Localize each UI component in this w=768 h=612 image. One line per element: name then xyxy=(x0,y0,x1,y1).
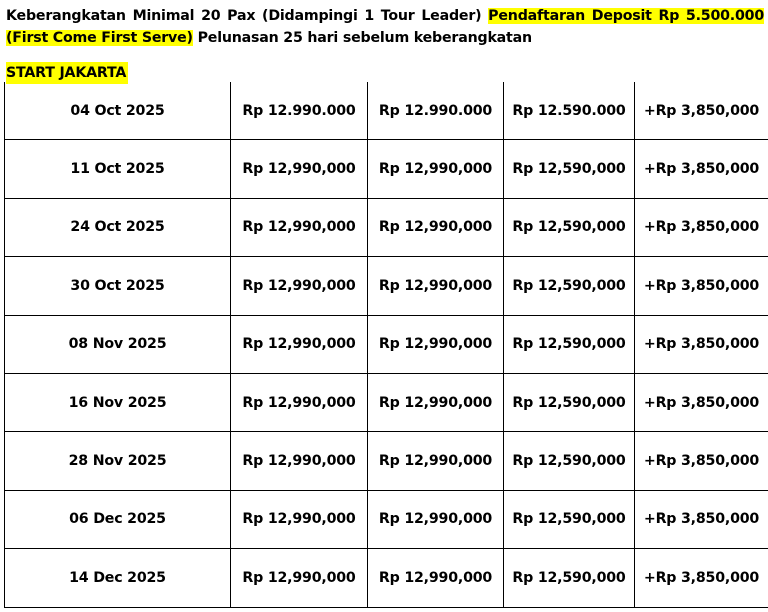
table-row xyxy=(5,140,768,198)
price-cell: Rp 12,990,000 xyxy=(231,549,368,607)
table-row xyxy=(5,373,768,431)
price-cell: Rp 12,590,000 xyxy=(504,140,635,198)
price-cell: Rp 12,590,000 xyxy=(504,373,635,431)
price-cell: Rp 12,990,000 xyxy=(368,140,504,198)
deposit-highlight-text: Pendaftaran Deposit Rp 5.500.000 (First Come First Serve) xyxy=(6,8,764,46)
section-title-start-jakarta: START JAKARTA xyxy=(6,62,128,84)
surcharge-cell: +Rp 3,850,000 xyxy=(635,198,768,256)
table-row xyxy=(5,257,768,315)
price-cell: Rp 12,990,000 xyxy=(368,373,504,431)
settlement-text: Pelunasan 25 hari sebelum keberangkatan xyxy=(192,30,532,46)
price-cell: Rp 12,990,000 xyxy=(231,198,368,256)
departure-schedule-table xyxy=(4,82,768,608)
surcharge-cell: +Rp 3,850,000 xyxy=(635,315,768,373)
price-cell: Rp 12,990,000 xyxy=(231,432,368,490)
price-cell: Rp 12,590,000 xyxy=(504,490,635,548)
departure-date-cell: 28 Nov 2025 xyxy=(5,432,231,490)
price-cell: Rp 12,590,000 xyxy=(504,432,635,490)
price-cell: Rp 12.990.000 xyxy=(231,82,368,140)
departure-date-cell: 16 Nov 2025 xyxy=(5,373,231,431)
surcharge-cell: +Rp 3,850,000 xyxy=(635,257,768,315)
price-cell: Rp 12,990,000 xyxy=(231,315,368,373)
price-cell: Rp 12,990,000 xyxy=(231,373,368,431)
price-cell: Rp 12,590,000 xyxy=(504,257,635,315)
price-cell: Rp 12.590.000 xyxy=(504,82,635,140)
departure-date-cell: 08 Nov 2025 xyxy=(5,315,231,373)
price-cell: Rp 12,590,000 xyxy=(504,315,635,373)
departure-date-cell: 14 Dec 2025 xyxy=(5,549,231,607)
price-cell: Rp 12.990.000 xyxy=(368,82,504,140)
surcharge-cell: +Rp 3,850,000 xyxy=(635,549,768,607)
price-cell: Rp 12,990,000 xyxy=(231,140,368,198)
surcharge-cell: +Rp 3,850,000 xyxy=(635,373,768,431)
table-row xyxy=(5,315,768,373)
table-row xyxy=(5,82,768,140)
price-cell: Rp 12,990,000 xyxy=(368,549,504,607)
table-row xyxy=(5,198,768,256)
departure-date-cell: 30 Oct 2025 xyxy=(5,257,231,315)
price-cell: Rp 12,990,000 xyxy=(231,490,368,548)
schedule-body xyxy=(5,82,768,607)
price-cell: Rp 12,990,000 xyxy=(368,257,504,315)
price-cell: Rp 12,990,000 xyxy=(368,315,504,373)
departure-date-cell: 24 Oct 2025 xyxy=(5,198,231,256)
departure-date-cell: 11 Oct 2025 xyxy=(5,140,231,198)
minimum-pax-text: Keberangkatan Minimal 20 Pax (Didampingi 1 Tour Leader) xyxy=(6,8,489,24)
price-cell: Rp 12,590,000 xyxy=(504,549,635,607)
price-cell: Rp 12,990,000 xyxy=(231,257,368,315)
price-cell: Rp 12,990,000 xyxy=(368,432,504,490)
surcharge-cell: +Rp 3,850,000 xyxy=(635,140,768,198)
surcharge-cell: +Rp 3,850,000 xyxy=(635,82,768,140)
surcharge-cell: +Rp 3,850,000 xyxy=(635,432,768,490)
departure-date-cell: 04 Oct 2025 xyxy=(5,82,231,140)
table-row xyxy=(5,549,768,607)
table-row xyxy=(5,490,768,548)
intro-paragraph xyxy=(6,5,764,49)
departure-date-cell: 06 Dec 2025 xyxy=(5,490,231,548)
price-cell: Rp 12,990,000 xyxy=(368,490,504,548)
price-cell: Rp 12,590,000 xyxy=(504,198,635,256)
surcharge-cell: +Rp 3,850,000 xyxy=(635,490,768,548)
price-cell: Rp 12,990,000 xyxy=(368,198,504,256)
table-row xyxy=(5,432,768,490)
